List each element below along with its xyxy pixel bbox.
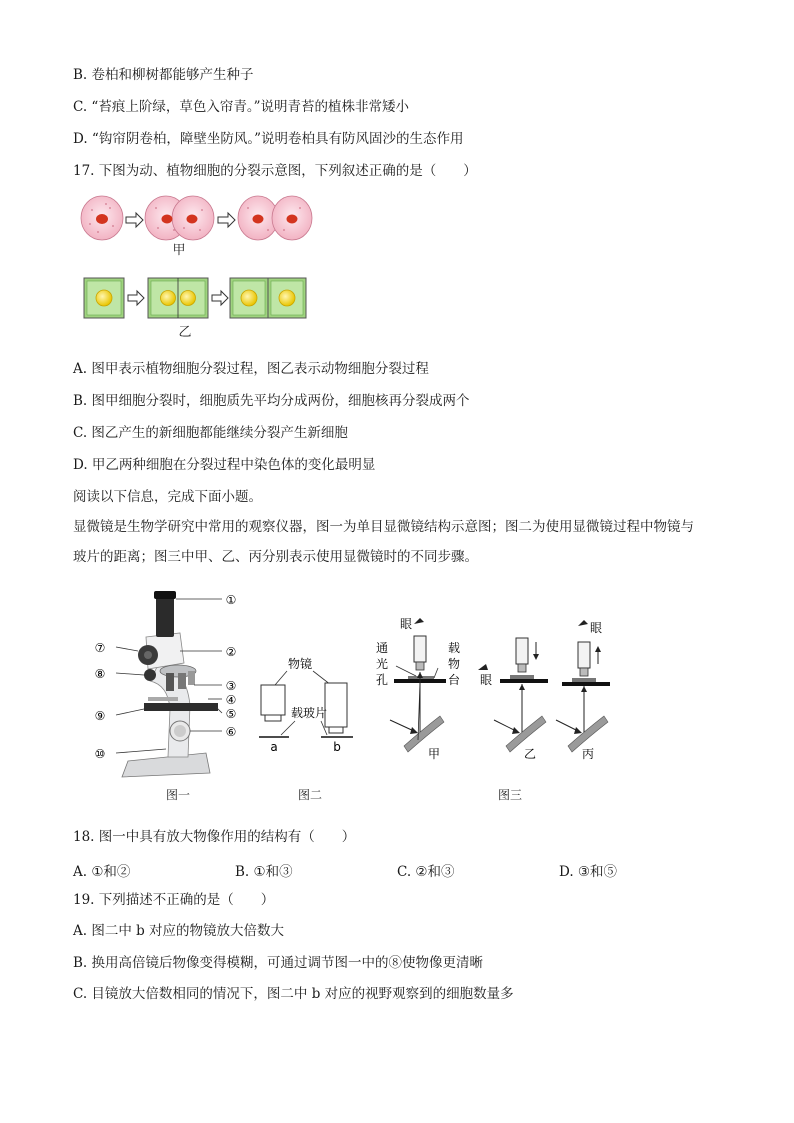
fig2-label-a: a	[270, 740, 278, 754]
q18-option-d: D. ③和⑤	[559, 864, 618, 880]
marker-5: ⑤	[225, 707, 237, 721]
arrow-icon	[218, 213, 235, 227]
animal-cell-row	[81, 196, 312, 240]
marker-2: ②	[225, 645, 237, 659]
objective-slide-figure	[255, 655, 365, 755]
fig3-stage-label-3: 台	[448, 673, 461, 687]
marker-10: ⑩	[94, 747, 106, 761]
q16-option-c: C. “苔痕上阶绿，草色入帘青。”说明青苔的植株非常矮小	[73, 99, 409, 115]
fig-label-yi: 乙	[178, 325, 192, 340]
fig3-eye-label-2: 眼	[480, 673, 493, 687]
microscope-steps-figure	[368, 612, 626, 772]
fig-label-jia: 甲	[172, 243, 186, 258]
q19-option-a: A. 图二中 b 对应的物镜放大倍数大	[73, 923, 285, 939]
q17-option-d: D. 甲乙两种细胞在分裂过程中染色体的变化最明显	[73, 457, 376, 473]
fig2-objective-label: 物镜	[287, 657, 313, 671]
step-jia	[376, 617, 460, 761]
q19-stem: 19. 下列描述不正确的是（ ）	[73, 892, 275, 908]
fig3-caption: 图三	[498, 788, 523, 802]
fig2-caption: 图二	[298, 788, 323, 802]
q19-option-c: C. 目镜放大倍数相同的情况下，图二中 b 对应的视野观察到的细胞数量多	[73, 986, 514, 1002]
q19-option-b: B. 换用高倍镜后物像变得模糊，可通过调节图一中的⑧使物像更清晰	[73, 955, 484, 971]
q17-option-a: A. 图甲表示植物细胞分裂过程，图乙表示动物细胞分裂过程	[73, 361, 429, 377]
q18-option-c: C. ②和③	[397, 864, 455, 880]
marker-7: ⑦	[94, 641, 106, 655]
animal-cell-dividing	[145, 196, 214, 240]
reading-paragraph-line1: 显微镜是生物学研究中常用的观察仪器，图一为单目显微镜结构示意图；图二为使用显微镜过程中物镜与	[73, 519, 694, 535]
marker-1: ①	[225, 593, 237, 607]
arrow-icon	[126, 213, 143, 227]
fig2-slide-label: 载玻片	[290, 706, 328, 720]
fig3-eye-label-3: 眼	[590, 621, 603, 635]
animal-cell	[81, 196, 123, 240]
marker-3: ③	[225, 679, 237, 693]
fig1-caption: 图一	[166, 788, 191, 802]
microscope-figure	[88, 585, 248, 785]
q18-stem: 18. 图一中具有放大物像作用的结构有（ ）	[73, 829, 356, 845]
q17-option-c: C. 图乙产生的新细胞都能继续分裂产生新细胞	[73, 425, 348, 441]
step-bing	[556, 620, 610, 761]
eye-icon	[414, 618, 424, 624]
arrow-icon	[212, 291, 228, 305]
plant-cell-row	[84, 278, 306, 318]
fig3-jia-label: 甲	[428, 747, 441, 761]
q18-option-b: B. ①和③	[235, 864, 293, 880]
fig2-label-b: b	[333, 740, 341, 754]
fig3-eye-label-1: 眼	[400, 617, 413, 631]
cell-division-figure	[78, 190, 318, 350]
q16-option-d: D. “钩帘阴卷柏，障壁坐防风。”说明卷柏具有防风固沙的生态作用	[73, 131, 464, 147]
reading-paragraph-line2: 玻片的距离；图三中甲、乙、丙分别表示使用显微镜时的不同步骤。	[73, 549, 478, 565]
q17-option-b: B. 图甲细胞分裂时，细胞质先平均分成两份，细胞核再分裂成两个	[73, 393, 470, 409]
eye-icon	[478, 664, 488, 670]
q16-option-b: B. 卷柏和柳树都能够产生种子	[73, 67, 254, 83]
fig3-hole-label-1: 通	[376, 641, 389, 655]
marker-4: ④	[225, 693, 237, 707]
marker-6: ⑥	[225, 725, 237, 739]
fig3-stage-label-2: 物	[448, 657, 461, 671]
animal-cells-divided	[238, 196, 312, 240]
arrow-icon	[128, 291, 144, 305]
fig3-yi-label: 乙	[524, 747, 537, 761]
q18-option-a: A. ①和②	[73, 864, 131, 880]
fig3-hole-label-3: 孔	[376, 673, 389, 687]
fig3-bing-label: 丙	[582, 747, 595, 761]
step-yi	[478, 638, 548, 761]
fig3-stage-label-1: 载	[448, 641, 461, 655]
q17-stem: 17. 下图为动、植物细胞的分裂示意图，下列叙述正确的是（ ）	[73, 163, 477, 179]
eye-icon	[578, 620, 588, 626]
fig3-hole-label-2: 光	[376, 657, 389, 671]
marker-9: ⑨	[94, 709, 106, 723]
marker-8: ⑧	[94, 667, 106, 681]
reading-intro: 阅读以下信息，完成下面小题。	[73, 489, 262, 505]
